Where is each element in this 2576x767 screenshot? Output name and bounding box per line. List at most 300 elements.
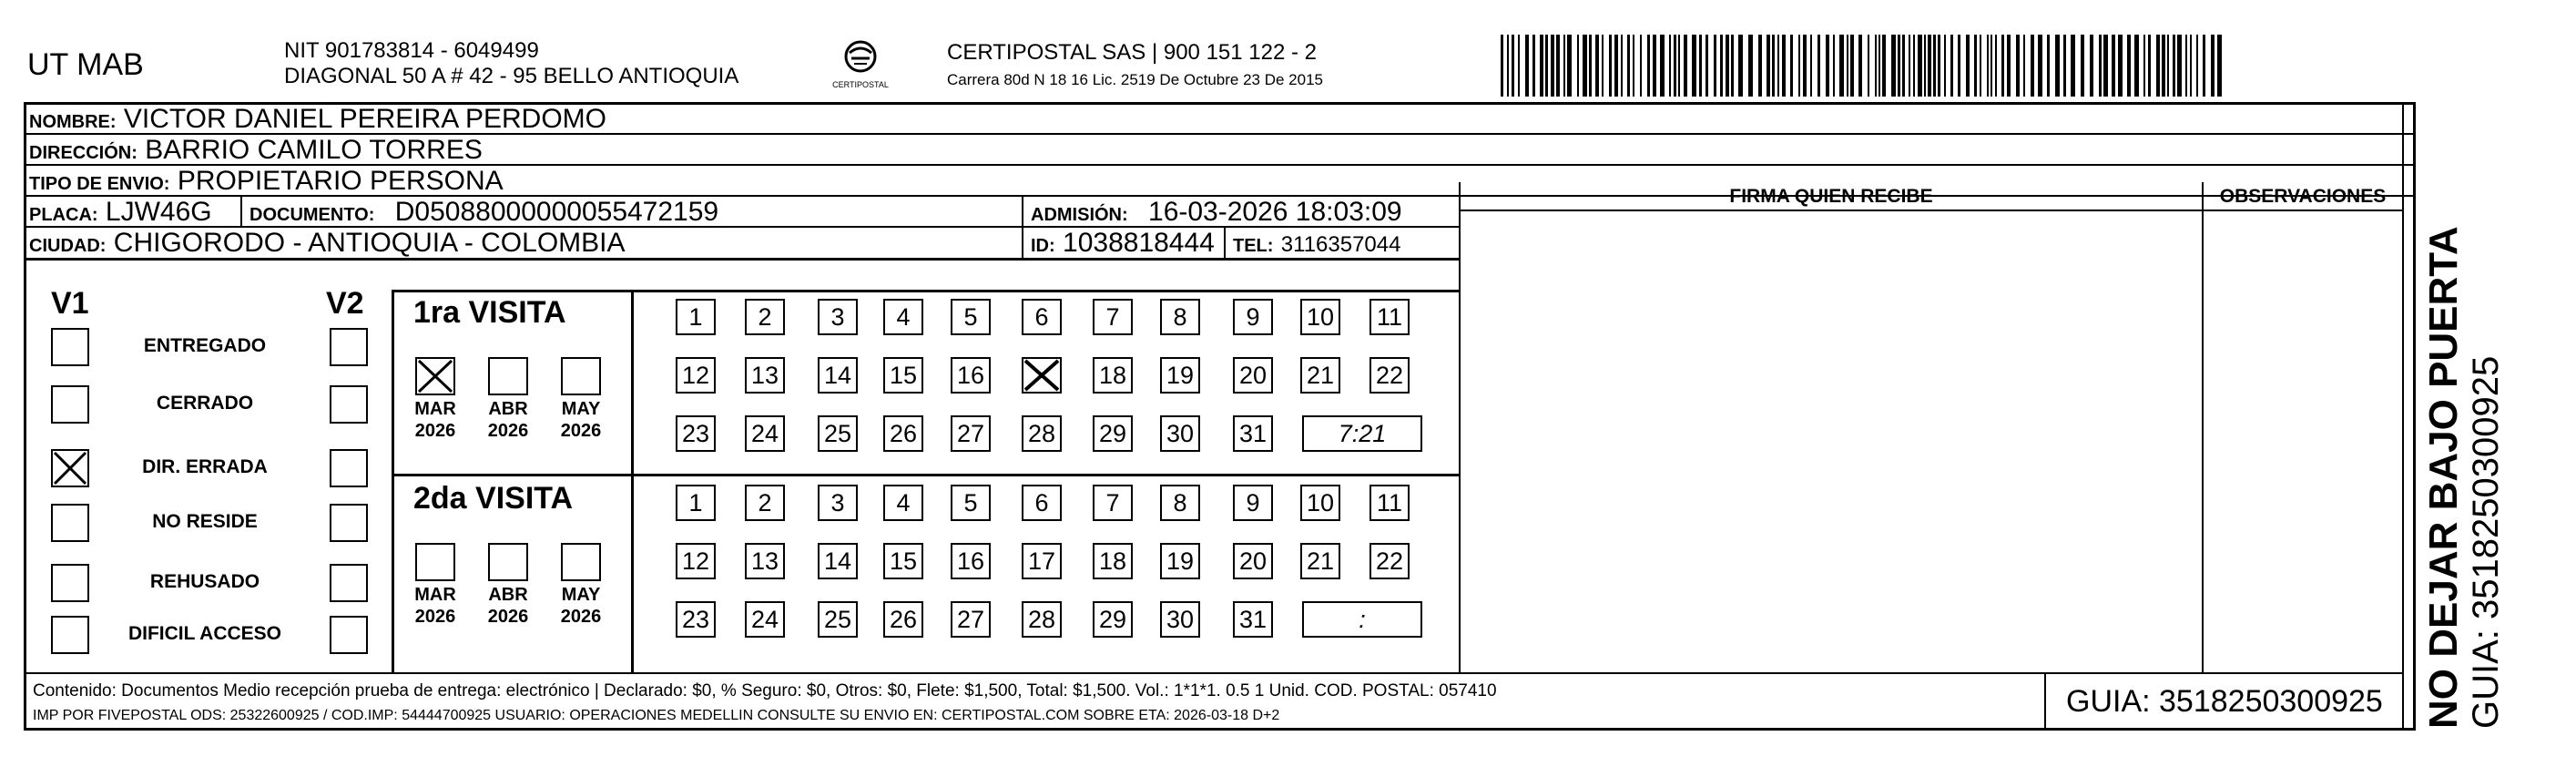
day-box[interactable]	[818, 485, 858, 521]
visit-top-border	[392, 290, 1459, 292]
barcode-bar	[1974, 35, 1977, 97]
day-number: 26	[889, 606, 918, 633]
day-box[interactable]	[818, 543, 858, 579]
day-number: 20	[1238, 547, 1268, 575]
barcode-bar	[1748, 35, 1753, 97]
month-checkbox[interactable]	[488, 543, 528, 581]
day-box[interactable]	[1160, 299, 1200, 335]
barcode-bar	[1583, 35, 1587, 97]
barcode-bar	[1938, 35, 1940, 97]
time-box[interactable]	[1302, 601, 1422, 638]
barcode	[1501, 35, 2225, 97]
visit-block-left-border	[392, 290, 394, 672]
day-box[interactable]	[1233, 357, 1273, 394]
barcode-bar	[2055, 35, 2060, 97]
barcode-bar	[2099, 35, 2102, 97]
barcode-bar	[2173, 35, 2175, 97]
status-option-label: CERRADO	[156, 393, 254, 414]
firma-area[interactable]	[1462, 213, 2200, 672]
day-number: 25	[823, 606, 852, 633]
barcode-bar	[1850, 35, 1854, 97]
tel-value: 3116357044	[1280, 232, 1401, 257]
barcode-bar	[1595, 35, 1599, 97]
day-box[interactable]	[1233, 485, 1273, 521]
day-box[interactable]	[1022, 485, 1062, 521]
barcode-bar	[1782, 35, 1786, 97]
status-option-label: NO RESIDE	[152, 511, 258, 532]
day-number: 14	[823, 362, 852, 389]
v1-checkbox[interactable]	[51, 328, 89, 366]
day-box[interactable]	[1093, 357, 1133, 394]
day-box[interactable]	[1093, 601, 1133, 638]
side-vertical-text	[2422, 226, 2506, 729]
day-number: 1	[688, 489, 703, 516]
day-box[interactable]	[951, 415, 991, 452]
barcode-bar	[2023, 35, 2025, 97]
time-value: :	[1359, 606, 1366, 633]
day-box[interactable]	[951, 543, 991, 579]
day-number: 23	[681, 420, 710, 447]
barcode-bar	[1692, 35, 1696, 97]
day-number: 12	[681, 547, 710, 575]
visit-separator	[392, 474, 1459, 476]
barcode-bar	[1653, 35, 1656, 97]
barcode-bar	[1647, 35, 1650, 97]
day-box[interactable]	[883, 485, 923, 521]
barcode-bar	[1772, 35, 1775, 97]
day-box[interactable]	[745, 543, 785, 579]
day-box[interactable]	[1160, 485, 1200, 521]
day-number: 10	[1306, 303, 1335, 331]
day-number: 7	[1105, 489, 1120, 516]
barcode-bar	[1847, 35, 1848, 97]
barcode-bar	[2112, 35, 2115, 97]
day-box[interactable]	[1300, 357, 1340, 394]
barcode-bar	[2196, 35, 2198, 97]
barcode-bar	[1924, 35, 1926, 97]
day-box[interactable]	[883, 299, 923, 335]
barcode-bar	[1991, 35, 1992, 97]
year-label: 2026	[560, 421, 602, 441]
barcode-bar	[1966, 35, 1970, 97]
obs-left-border	[2202, 182, 2204, 674]
day-number: 2	[758, 489, 772, 516]
barcode-bar	[1758, 35, 1762, 97]
nombre-value: VICTOR DANIEL PEREIRA PERDOMO	[123, 104, 607, 134]
barcode-bar	[1699, 35, 1702, 97]
month-checkbox[interactable]	[488, 357, 528, 395]
barcode-bar	[2071, 35, 2075, 97]
id-label: ID:	[1031, 236, 1055, 256]
day-box[interactable]	[1022, 601, 1062, 638]
barcode-bar	[1868, 35, 1869, 97]
day-number: 28	[1027, 606, 1056, 633]
barcode-bar	[1567, 35, 1572, 97]
day-box[interactable]	[1093, 485, 1133, 521]
direccion-row	[24, 135, 2416, 166]
barcode-bar	[1909, 35, 1910, 97]
year-label: 2026	[414, 607, 456, 627]
barcode-bar	[2185, 35, 2187, 97]
barcode-bar	[1633, 35, 1634, 97]
day-box[interactable]	[1022, 543, 1062, 579]
day-number: 17	[1027, 547, 1056, 575]
barcode-bar	[1810, 35, 1812, 97]
v2-checkbox[interactable]	[330, 449, 368, 487]
day-number: 9	[1246, 303, 1260, 331]
day-box[interactable]	[1160, 415, 1200, 452]
license-line: Carrera 80d N 18 16 Lic. 2519 De Octubre 23 De 2015	[947, 71, 1323, 88]
v1-checkbox[interactable]	[51, 385, 89, 424]
barcode-bar	[1507, 35, 1509, 97]
barcode-bar	[2190, 35, 2192, 97]
barcode-bar	[1609, 35, 1612, 97]
v2-label: V2	[326, 286, 364, 321]
day-box[interactable]	[883, 357, 923, 394]
barcode-bar	[2177, 35, 2182, 97]
barcode-bar	[1950, 35, 1953, 97]
day-number: 30	[1166, 606, 1195, 633]
day-number: 26	[889, 420, 918, 447]
day-box[interactable]	[1300, 485, 1340, 521]
day-number: 18	[1098, 362, 1127, 389]
day-number: 1	[688, 303, 703, 331]
v2-checkbox[interactable]	[330, 564, 368, 602]
barcode-bar	[1621, 35, 1623, 97]
day-box[interactable]	[1369, 485, 1410, 521]
month-checkbox[interactable]	[561, 543, 601, 581]
time-box[interactable]	[1302, 415, 1422, 452]
day-box[interactable]	[883, 543, 923, 579]
visit-block-mid-border	[631, 290, 634, 672]
day-number: 11	[1376, 489, 1403, 516]
barcode-bar	[1551, 35, 1554, 97]
barcode-bar	[2211, 35, 2215, 97]
barcode-bar	[2081, 35, 2084, 97]
day-box[interactable]	[1233, 543, 1273, 579]
day-box[interactable]	[676, 601, 716, 638]
barcode-bar	[2134, 35, 2139, 97]
day-number: 29	[1098, 420, 1127, 447]
day-number: 19	[1166, 362, 1195, 389]
time-value: 7:21	[1338, 420, 1387, 447]
status-option-label: REHUSADO	[149, 571, 260, 592]
tel-label: TEL:	[1233, 236, 1274, 256]
barcode-bar	[2143, 35, 2145, 97]
day-box[interactable]	[1369, 543, 1410, 579]
barcode-bar	[1875, 35, 1877, 97]
firma-label: FIRMA QUIEN RECIBE	[1729, 186, 1933, 207]
day-box[interactable]	[818, 357, 858, 394]
barcode-bar	[1798, 35, 1800, 97]
barcode-bar	[1918, 35, 1922, 97]
v1-label: V1	[51, 286, 89, 321]
day-box[interactable]	[676, 415, 716, 452]
footer-line-1: Contenido: Documentos Medio recepción prueba de entrega: electrónico | Declarado: $0, % Seguro: $0, Otros: $0, Flete: $1,500, Total: $1,500. Vol.: 1*1*1. 0.5 1 Unid. COD. POSTAL: 057410	[33, 681, 1497, 701]
barcode-bar	[1669, 35, 1671, 97]
admision-value: 16-03-2026 18:03:09	[1148, 197, 1402, 227]
ciudad-row	[24, 228, 1459, 261]
day-box[interactable]	[883, 601, 923, 638]
v1-checkbox[interactable]	[51, 616, 89, 654]
day-number: 13	[750, 362, 779, 389]
barcode-bar	[1882, 35, 1886, 97]
logo-text: CERTIPOSTAL	[832, 80, 889, 89]
visit-title: 1ra VISITA	[413, 295, 566, 330]
v2-checkbox[interactable]	[330, 504, 368, 542]
day-number: 10	[1306, 489, 1335, 516]
day-number: 5	[963, 303, 978, 331]
day-number: 4	[896, 303, 911, 331]
day-box[interactable]	[1160, 543, 1200, 579]
address-line: DIAGONAL 50 A # 42 - 95 BELLO ANTIOQUIA	[284, 64, 739, 88]
v2-checkbox[interactable]	[330, 328, 368, 366]
day-number: 4	[896, 489, 911, 516]
barcode-bar	[2038, 35, 2042, 97]
ciudad-value: CHIGORODO - ANTIOQUIA - COLOMBIA	[113, 228, 626, 258]
month-label: ABR	[488, 585, 528, 605]
day-box[interactable]	[951, 357, 991, 394]
day-box[interactable]	[1369, 299, 1410, 335]
observaciones-area[interactable]	[2205, 213, 2400, 672]
month-checkbox[interactable]	[415, 357, 455, 395]
warning-text: NO DEJAR BAJO PUERTA	[2421, 226, 2466, 729]
day-number: 21	[1306, 362, 1335, 389]
placa-row	[24, 197, 1459, 228]
day-box[interactable]	[1300, 543, 1340, 579]
barcode-bar	[1518, 35, 1520, 97]
firma-left-border	[1459, 182, 1461, 674]
day-number: 8	[1173, 489, 1187, 516]
barcode-bar	[2167, 35, 2169, 97]
barcode-bar	[2148, 35, 2151, 97]
barcode-bar	[2090, 35, 2093, 97]
day-number: 19	[1166, 547, 1195, 575]
visit-title: 2da VISITA	[413, 481, 574, 516]
day-box[interactable]	[676, 357, 716, 394]
day-box[interactable]	[818, 299, 858, 335]
id-value: 1038818444	[1063, 228, 1215, 258]
barcode-bar	[2031, 35, 2034, 97]
v2-checkbox[interactable]	[330, 616, 368, 654]
barcode-bar	[1944, 35, 1946, 97]
status-option-label: DIFICIL ACCESO	[127, 623, 281, 644]
day-box[interactable]	[1233, 299, 1273, 335]
day-box[interactable]	[676, 299, 716, 335]
barcode-bar	[1833, 35, 1835, 97]
day-box[interactable]	[1093, 299, 1133, 335]
day-number: 15	[889, 362, 918, 389]
day-number: 31	[1238, 420, 1268, 447]
footer-guia: GUIA: 3518250300925	[2044, 674, 2416, 731]
day-box[interactable]	[1093, 415, 1133, 452]
day-box[interactable]	[745, 415, 785, 452]
day-number: 14	[823, 547, 852, 575]
nombre-label: NOMBRE:	[29, 112, 117, 132]
day-number: 13	[750, 547, 779, 575]
barcode-bar	[1684, 35, 1687, 97]
barcode-bar	[1602, 35, 1604, 97]
month-checkbox[interactable]	[561, 357, 601, 395]
v1-checkbox[interactable]	[51, 504, 89, 542]
documento-value: D05088000000055472159	[394, 197, 719, 227]
barcode-bar	[2007, 35, 2011, 97]
barcode-bar	[1731, 35, 1734, 97]
barcode-bar	[1913, 35, 1915, 97]
v1-checkbox[interactable]	[51, 564, 89, 602]
day-box[interactable]	[1160, 601, 1200, 638]
barcode-bar	[2063, 35, 2066, 97]
direccion-label: DIRECCIÓN:	[29, 143, 137, 163]
barcode-bar	[1879, 35, 1880, 97]
month-checkbox[interactable]	[415, 543, 455, 581]
direccion-value: BARRIO CAMILO TORRES	[145, 135, 483, 165]
day-box[interactable]	[883, 415, 923, 452]
day-number: 20	[1238, 362, 1268, 389]
day-box[interactable]	[676, 543, 716, 579]
admision-label: ADMISIÓN:	[1031, 205, 1128, 225]
barcode-bar	[2127, 35, 2131, 97]
barcode-bar	[1512, 35, 1514, 97]
barcode-bar	[1980, 35, 1981, 97]
day-box[interactable]	[818, 415, 858, 452]
year-label: 2026	[414, 421, 456, 441]
barcode-bar	[2103, 35, 2108, 97]
observaciones-label: OBSERVACIONES	[2219, 186, 2387, 207]
barcode-bar	[1660, 35, 1665, 97]
day-box[interactable]	[1233, 415, 1273, 452]
day-number: 16	[956, 547, 985, 575]
barcode-bar	[2156, 35, 2160, 97]
documento-label: DOCUMENTO:	[249, 205, 375, 225]
footer-line-2: IMP POR FIVEPOSTAL ODS: 25322600925 / COD.IMP: 54444700925 USUARIO: OPERACIONES MEDELLIN CONSULTE SU ENVIO EN: CERTIPOSTAL.COM SOBRE ETA: 2026-03-18 D+2	[33, 708, 1280, 723]
placa-label: PLACA:	[29, 205, 98, 225]
barcode-bar	[1891, 35, 1896, 97]
day-number: 7	[1105, 303, 1120, 331]
nombre-row	[24, 104, 2416, 135]
day-box[interactable]	[1022, 299, 1062, 335]
day-number: 18	[1098, 547, 1127, 575]
day-box[interactable]	[1022, 357, 1062, 394]
barcode-bar	[2118, 35, 2123, 97]
barcode-bar	[1995, 35, 1997, 97]
barcode-bar	[1556, 35, 1560, 97]
barcode-bar	[1928, 35, 1931, 97]
barcode-bar	[1803, 35, 1807, 97]
day-box[interactable]	[1233, 601, 1273, 638]
placa-value: LJW46G	[105, 197, 212, 227]
barcode-bar	[1525, 35, 1529, 97]
day-number: 2	[758, 303, 772, 331]
barcode-bar	[1767, 35, 1770, 97]
barcode-bar	[1540, 35, 1543, 97]
year-label: 2026	[560, 607, 602, 627]
month-label: MAR	[414, 585, 456, 605]
company-info	[284, 38, 738, 89]
barcode-bar	[1987, 35, 1989, 97]
barcode-bar	[1958, 35, 1960, 97]
day-number: 21	[1306, 547, 1335, 575]
day-number: 22	[1375, 362, 1404, 389]
day-box[interactable]	[1093, 543, 1133, 579]
barcode-bar	[1777, 35, 1779, 97]
day-box[interactable]	[818, 601, 858, 638]
ciudad-label: CIUDAD:	[29, 236, 107, 256]
barcode-bar	[1726, 35, 1729, 97]
day-box[interactable]	[745, 601, 785, 638]
day-number: 9	[1246, 489, 1260, 516]
barcode-bar	[1839, 35, 1844, 97]
v1-checkbox[interactable]	[51, 449, 89, 487]
tipo-value: PROPIETARIO PERSONA	[177, 166, 504, 196]
barcode-bar	[1790, 35, 1793, 97]
barcode-bar	[1674, 35, 1676, 97]
day-number: 29	[1098, 606, 1127, 633]
barcode-bar	[1826, 35, 1829, 97]
day-box[interactable]	[951, 299, 991, 335]
day-number: 24	[750, 606, 779, 633]
day-box[interactable]	[745, 299, 785, 335]
day-number: 28	[1027, 420, 1056, 447]
obs-right-border	[2402, 102, 2404, 731]
barcode-bar	[1933, 35, 1936, 97]
barcode-bar	[1614, 35, 1618, 97]
day-box[interactable]	[745, 485, 785, 521]
day-box[interactable]	[1022, 415, 1062, 452]
day-number: 23	[681, 606, 710, 633]
month-label: MAR	[414, 399, 456, 419]
barcode-bar	[2047, 35, 2050, 97]
day-number: 22	[1375, 547, 1404, 575]
day-number: 3	[830, 489, 845, 516]
v2-checkbox[interactable]	[330, 385, 368, 424]
day-box[interactable]	[1160, 357, 1200, 394]
barcode-bar	[1640, 35, 1642, 97]
nit-line: NIT 901783814 - 6049499	[284, 38, 539, 63]
day-number: 24	[750, 420, 779, 447]
day-box[interactable]	[1300, 299, 1340, 335]
barcode-bar	[1545, 35, 1548, 97]
day-number: 25	[823, 420, 852, 447]
barcode-bar	[1532, 35, 1535, 97]
day-box[interactable]	[745, 357, 785, 394]
day-number: 27	[956, 420, 985, 447]
day-number: 5	[963, 489, 978, 516]
barcode-bar	[1902, 35, 1905, 97]
day-number: 6	[1034, 303, 1049, 331]
month-label: MAY	[561, 585, 601, 605]
barcode-bar	[1577, 35, 1579, 97]
barcode-bar	[1738, 35, 1743, 97]
barcode-bar	[1720, 35, 1723, 97]
day-number: 3	[830, 303, 845, 331]
barcode-bar	[1627, 35, 1630, 97]
day-box[interactable]	[951, 601, 991, 638]
barcode-bar	[1714, 35, 1716, 97]
day-number: 12	[681, 362, 710, 389]
day-box[interactable]	[1369, 357, 1410, 394]
day-box[interactable]	[951, 485, 991, 521]
day-number: 11	[1376, 303, 1403, 331]
barcode-bar	[2001, 35, 2004, 97]
barcode-bar	[2217, 35, 2222, 97]
barcode-bar	[2016, 35, 2020, 97]
day-box[interactable]	[676, 485, 716, 521]
barcode-bar	[1678, 35, 1680, 97]
barcode-bar	[1817, 35, 1820, 97]
certipostal-line: CERTIPOSTAL SAS | 900 151 122 - 2	[947, 40, 1317, 65]
barcode-bar	[2203, 35, 2205, 97]
